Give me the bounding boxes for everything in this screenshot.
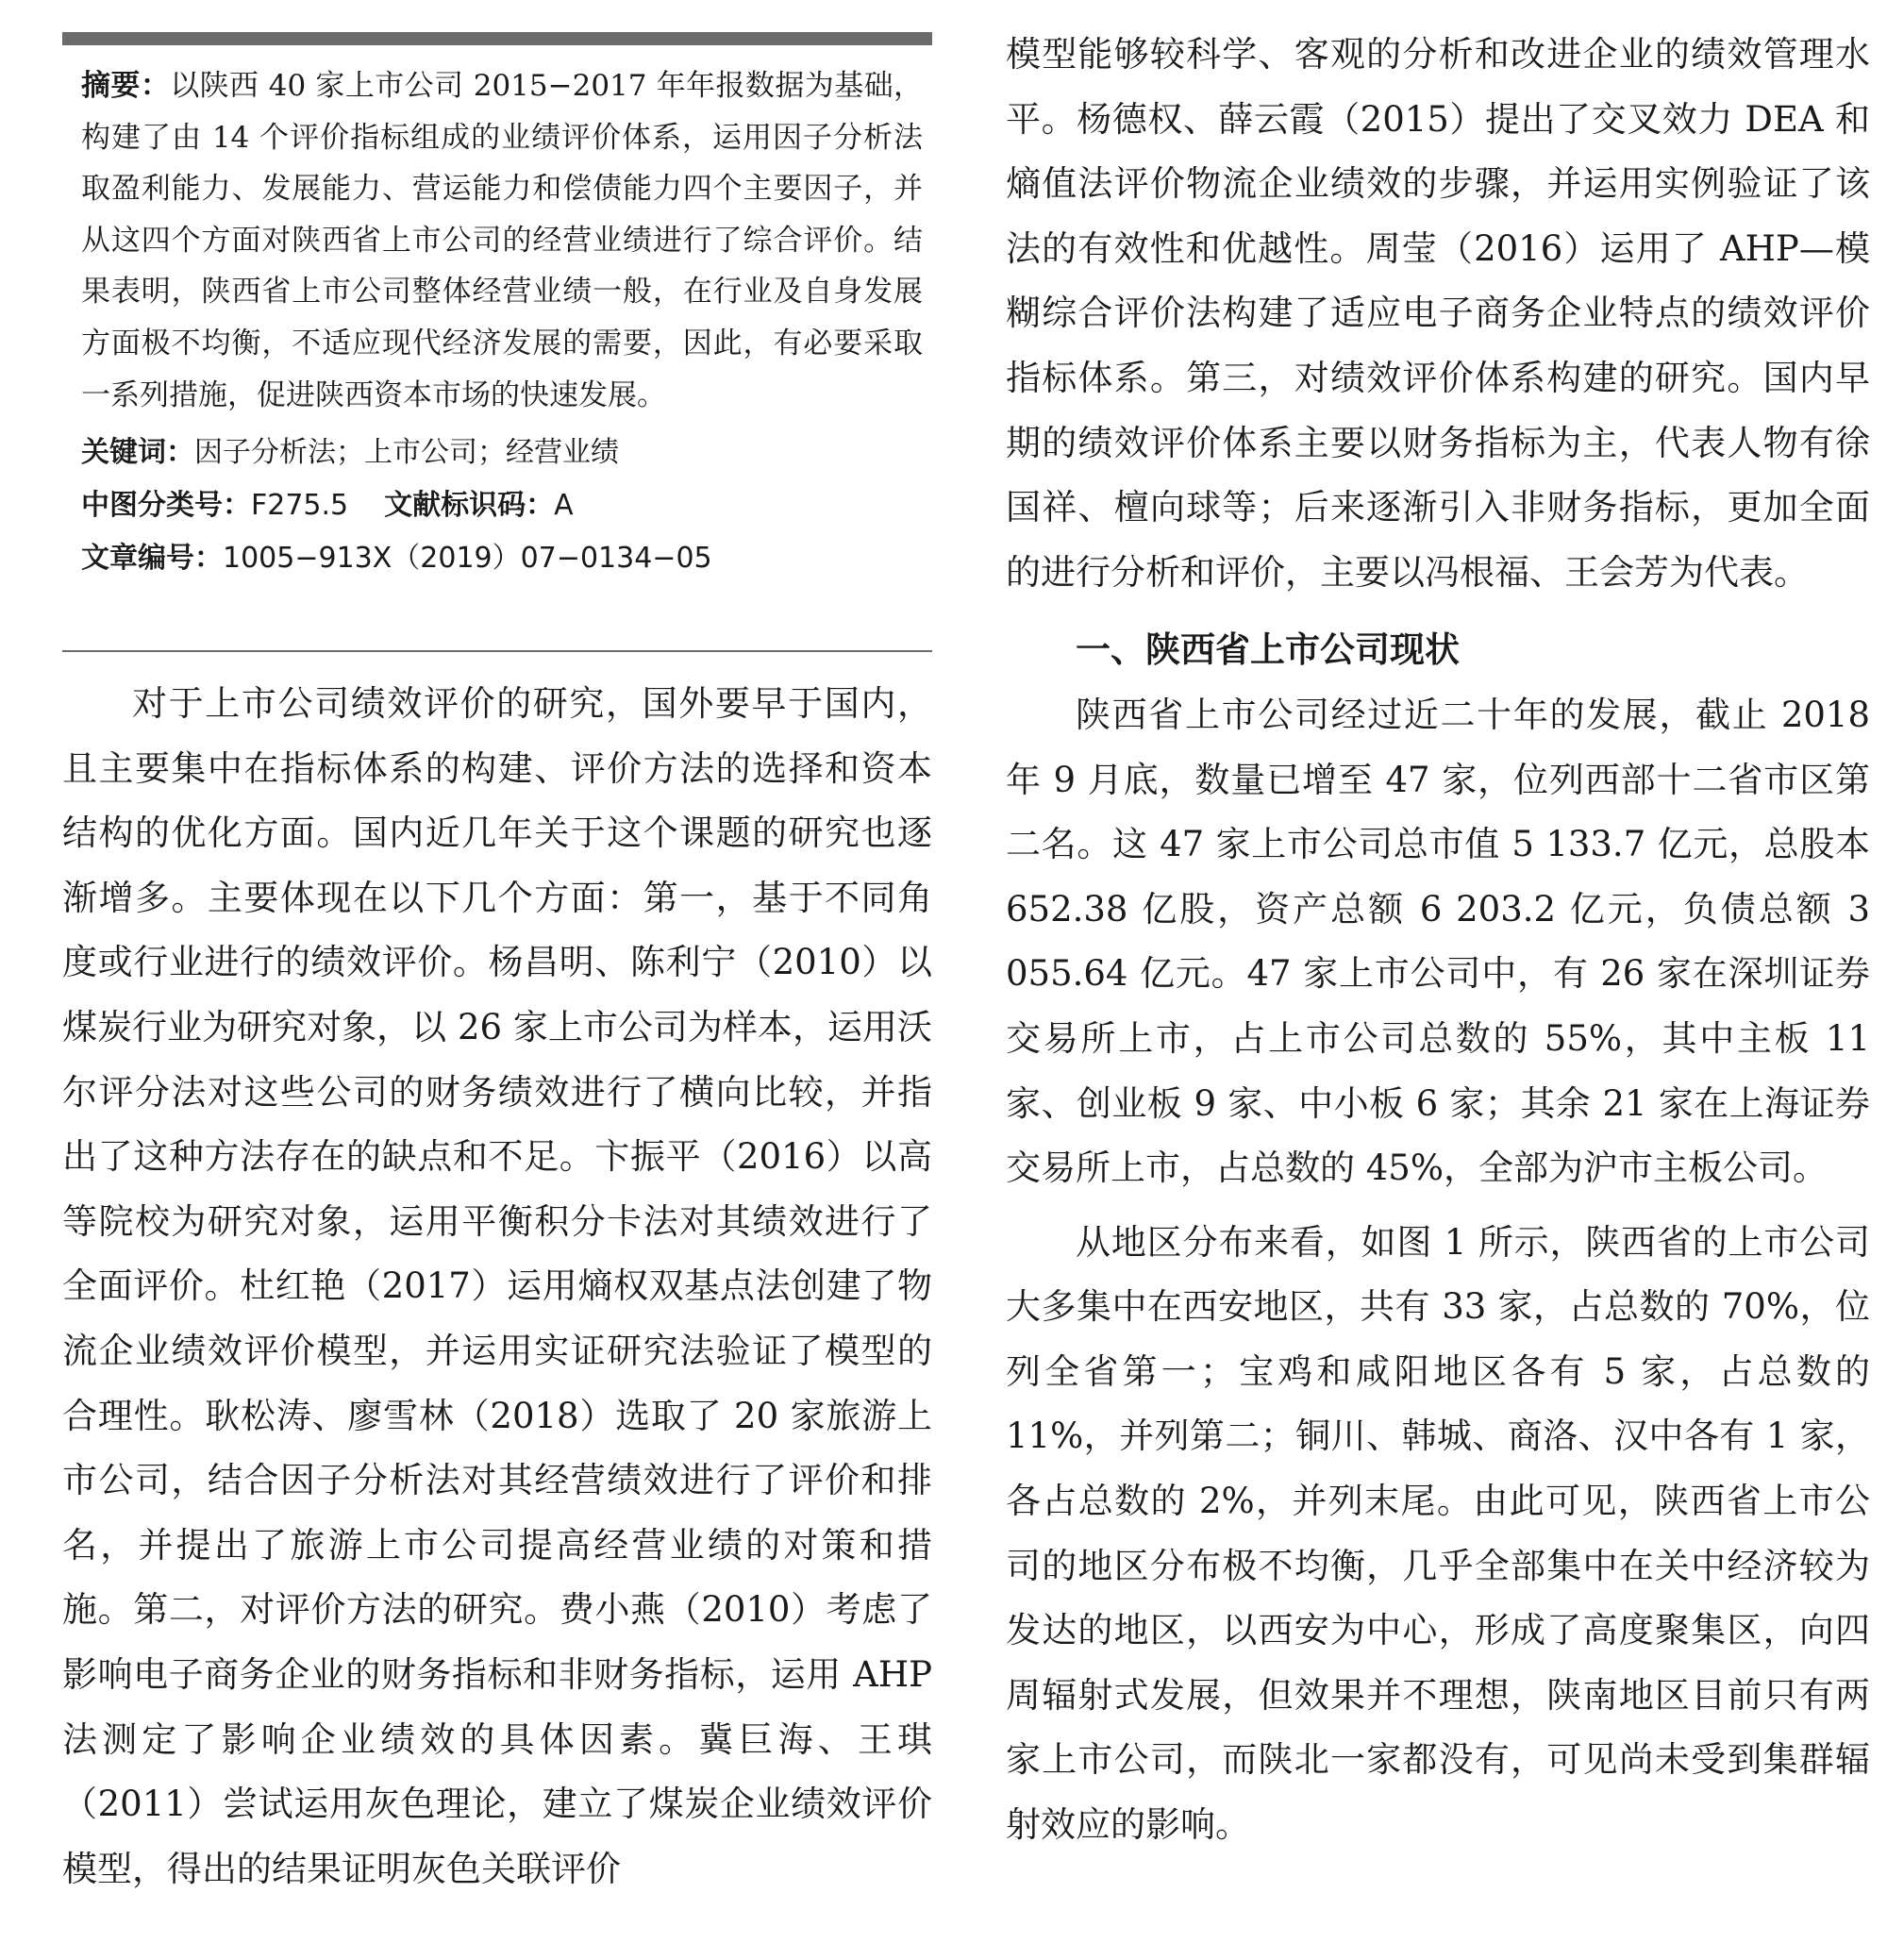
left-column-body xyxy=(62,672,932,1901)
right-column-body xyxy=(1006,23,1870,1858)
section-heading: 一、陕西省上市公司现状 xyxy=(1076,629,1460,671)
article-number-label: 文章编号： xyxy=(81,542,223,576)
abstract-top-rule xyxy=(62,32,932,45)
distribution-paragraph: 从地区分布来看，如图 1 所示，陕西省的上市公司大多集中在西安地区，共有 33 家，占总数的 70%，位列全省第一；宝鸡和咸阳地区各有 5 家，占总数的 11%，并列第二；铜川、韩城、商洛、汉中各有 1 家，各占总数的 2%，并列末尾。由此可见，陕西省上市公司的地区分布极不均衡，几乎全部集中在关中经济较为发达的地区，以西安为中心，形成了高度聚集区，向四周辐射式发展，但效果并不理想，陕南地区目前只有两家上市公司，而陕北一家都没有，可见尚未受到集群辐射效应的影响。 xyxy=(1006,1221,1870,1846)
abstract-bottom-rule xyxy=(62,650,932,652)
keywords-label: 关键词： xyxy=(81,436,194,470)
article-number-value: 1005−913X（2019）07−0134−05 xyxy=(223,542,712,576)
classification-line xyxy=(81,479,923,532)
clc-value: F275.5 xyxy=(251,489,349,523)
abstract-block xyxy=(81,60,923,585)
clc-label: 中图分类号： xyxy=(81,489,251,523)
abstract-paragraph xyxy=(81,60,923,421)
status-paragraph: 陕西省上市公司经过近二十年的发展，截止 2018 年 9 月底，数量已增至 47 家，位列西部十二省市区第二名。这 47 家上市公司总市值 5 133.7 亿元，总股本 652.38 亿股，资产总额 6 203.2 亿元，负债总额 3 055.64 亿元。47 家上市公司中，有 26 家在深圳证券交易所上市，占上市公司总数的 55%，其中主板 11 家、创业板 9 家、中小板 6 家；其余 21 家在上海证券交易所上市，占总数的 45%，全部为沪市主板公司。 xyxy=(1006,694,1870,1189)
doc-code-value: A xyxy=(554,489,574,523)
intro-paragraph: 对于上市公司绩效评价的研究，国外要早于国内，且主要集中在指标体系的构建、评价方法的选择和资本结构的优化方面。国内近几年关于这个课题的研究也逐渐增多。主要体现在以下几个方面：第一，基于不同角度或行业进行的绩效评价。杨昌明、陈利宁（2010）以煤炭行业为研究对象，以 26 家上市公司为样本，运用沃尔评分法对这些公司的财务绩效进行了横向比较，并指出了这种方法存在的缺点和不足。卞振平（2016）以高等院校为研究对象，运用平衡积分卡法对其绩效进行了全面评价。杜红艳（2017）运用熵权双基点法创建了物流企业绩效评价模型，并运用实证研究法验证了模型的合理性。耿松涛、廖雪林（2018）选取了 20 家旅游上市公司，结合因子分析法对其经营绩效进行了评价和排名，并提出了旅游上市公司提高经营业绩的对策和措施。第二，对评价方法的研究。费小燕（2010）考虑了影响电子商务企业的财务指标和非财务指标，运用 AHP 法测定了影响企业绩效的具体因素。冀巨海、王琪（2011）尝试运用灰色理论，建立了煤炭企业绩效评价模型，得出的结果证明灰色关联评价 xyxy=(62,683,932,1889)
intro-paragraph-continued: 模型能够较科学、客观的分析和改进企业的绩效管理水平。杨德权、薛云霞（2015）提出了交叉效力 DEA 和熵值法评价物流企业绩效的步骤，并运用实例验证了该法的有效性和优越性。周莹（2016）运用了 AHP—模糊综合评价法构建了适应电子商务企业特点的绩效评价指标体系。第三，对绩效评价体系构建的研究。国内早期的绩效评价体系主要以财务指标为主，代表人物有徐国祥、檀向球等；后来逐渐引入非财务指标，更加全面的进行分析和评价，主要以冯根福、王会芳为代表。 xyxy=(1006,34,1870,593)
keywords-line xyxy=(81,427,923,479)
abstract-label: 摘要： xyxy=(81,69,171,103)
doc-code-label: 文献标识码： xyxy=(384,489,555,523)
abstract-text: 以陕西 40 家上市公司 2015−2017 年年报数据为基础，构建了由 14 个评价指标组成的业绩评价体系，运用因子分析法取盈利能力、发展能力、营运能力和偿债能力四个主要因子，并从这四个方面对陕西省上市公司的经营业绩进行了综合评价。结果表明，陕西省上市公司整体经营业绩一般，在行业及自身发展方面极不均衡，不适应现代经济发展的需要，因此，有必要采取一系列措施，促进陕西资本市场的快速发展。 xyxy=(81,69,924,412)
keywords-text: 因子分析法；上市公司；经营业绩 xyxy=(194,436,619,470)
article-number-line xyxy=(81,532,923,585)
